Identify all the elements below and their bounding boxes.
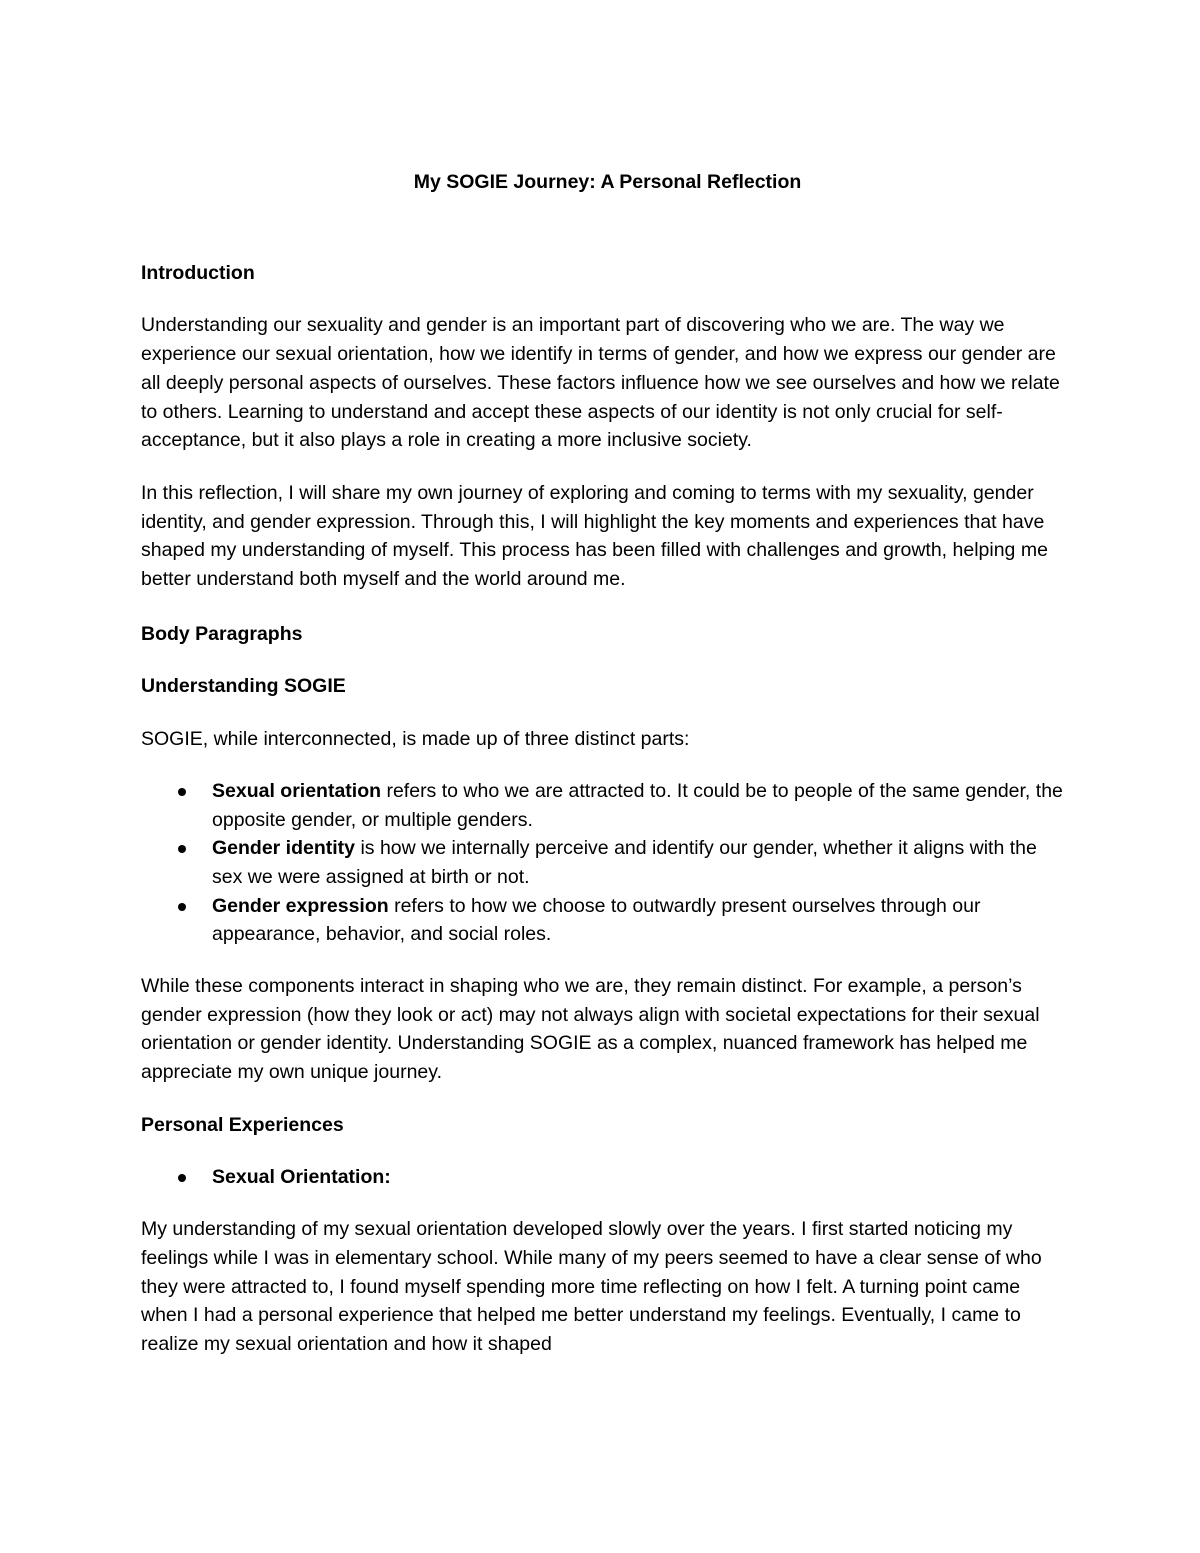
list-item bbox=[141, 892, 1071, 949]
list-item-text: refers to who we are attracted to. It could be to people of the same gender, the opposite gender, or multiple genders. bbox=[212, 779, 1063, 831]
sogie-lead-text: SOGIE, while interconnected, is made up of three distinct parts: bbox=[141, 728, 690, 751]
document-title: My SOGIE Journey: A Personal Reflection bbox=[413, 171, 802, 193]
understanding-sogie-heading: Understanding SOGIE bbox=[141, 675, 346, 698]
introduction-heading: Introduction bbox=[141, 261, 255, 284]
sexual-orientation-paragraph: My understanding of my sexual orientation developed slowly over the years. I first started noticing my feelings while I was in elementary school. While many of my peers seemed to have a clear sense of who they were attracted to, I found myself spending more time reflecting on how I felt. A turning point came when I had a personal experience that helped me better understand my feelings. Eventually, I came to realize my sexual orientation and how it shaped bbox=[141, 1218, 1042, 1356]
introduction-paragraph-2: In this reflection, I will share my own journey of exploring and coming to terms with my sexuality, gender identity, and gender expression. Through this, I will highlight the key moments and experiences that have shaped my understanding of myself. This process has been filled with challenges and growth, helping me better understand both myself and the world around me. bbox=[141, 481, 1048, 591]
list-item-term: Gender identity bbox=[212, 837, 356, 860]
list-item-term: Sexual orientation bbox=[212, 779, 382, 802]
bullet-icon bbox=[178, 903, 186, 911]
list-item bbox=[141, 834, 1071, 891]
sogie-components-list bbox=[141, 777, 1071, 949]
personal-experiences-list bbox=[141, 1163, 1071, 1192]
introduction-paragraph-1: Understanding our sexuality and gender is an important part of discovering who we are. The way we experience our sexual orientation, how we identify in terms of gender, and how we express our gender are all deeply personal aspects of ourselves. These factors influence how we see ourselves and how we relate to others. Learning to understand and accept these aspects of our identity is not only crucial for self-acceptance, but it also plays a role in creating a more inclusive society. bbox=[141, 314, 1060, 452]
bullet-icon bbox=[178, 788, 186, 796]
list-item bbox=[141, 777, 1071, 834]
personal-experiences-heading: Personal Experiences bbox=[141, 1113, 344, 1136]
list-item-text: refers to how we choose to outwardly present ourselves through our appearance, behavior, and social roles. bbox=[212, 894, 981, 946]
list-item-term: Sexual Orientation: bbox=[212, 1165, 391, 1188]
document-page bbox=[141, 168, 1071, 1359]
list-item bbox=[141, 1163, 1071, 1192]
bullet-icon bbox=[178, 845, 186, 853]
sogie-summary-paragraph: While these components interact in shaping who we are, they remain distinct. For example, a person’s gender expression (how they look or act) may not always align with societal expectations for their sexual orientation or gender identity. Understanding SOGIE as a complex, nuanced framework has helped me appreciate my own unique journey. bbox=[141, 975, 1040, 1084]
bullet-icon bbox=[178, 1174, 186, 1182]
list-item-text: is how we internally perceive and identify our gender, whether it aligns with the sex we were assigned at birth or not. bbox=[212, 837, 1037, 888]
body-paragraphs-heading: Body Paragraphs bbox=[141, 622, 303, 645]
list-item-term: Gender expression bbox=[212, 894, 389, 917]
